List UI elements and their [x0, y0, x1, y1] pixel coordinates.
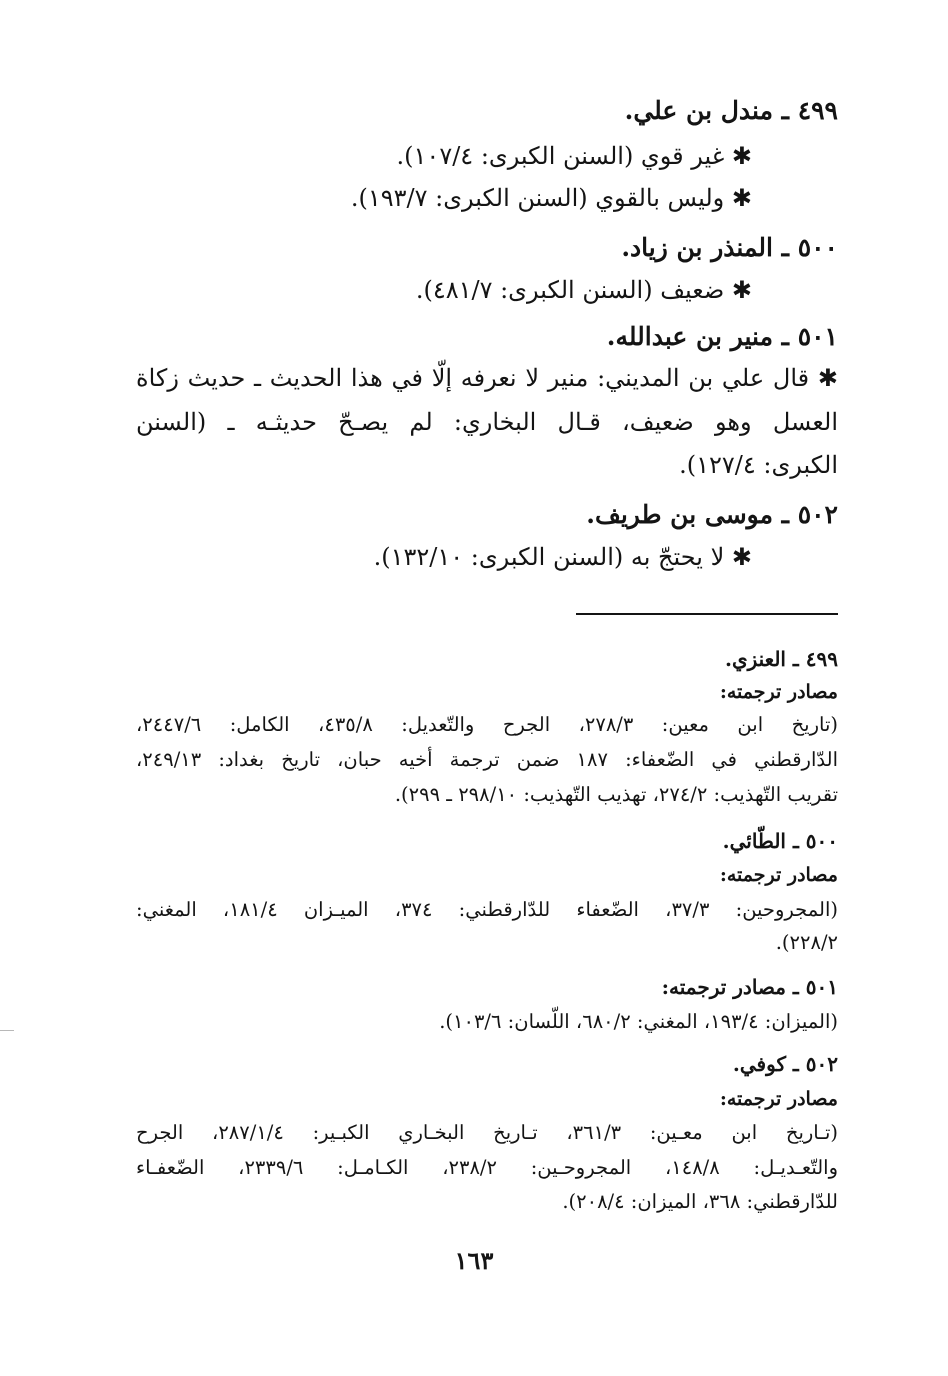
footnote-502-line-3: للدّارقطني: ٣٦٨، الميزان: ٢٠٨/٤).: [562, 1190, 838, 1213]
footnote-500-subheading: مصادر ترجمته:: [719, 864, 838, 886]
footnote-502-heading: ٥٠٢ ـ كوفي.: [732, 1052, 838, 1076]
entry-502-line-1: ✱ لا يحتجّ به (السنن الكبرى: ١٣٢/١٠).: [373, 543, 752, 571]
footnote-500-line-1: (المجروحين: ٣٧/٣، الضّعفاء للدّارقطني: ٣٧٤، الميـزان ١٨١/٤، المغني:: [136, 898, 838, 921]
entry-502-heading: ٥٠٢ ـ موسى بن طريف.: [586, 500, 838, 529]
footnote-divider: [576, 613, 838, 615]
page-number: ١٦٣: [454, 1246, 494, 1275]
footnote-500-heading: ٥٠٠ ـ الطّائي.: [722, 829, 838, 853]
entry-501-heading: ٥٠١ ـ منير بن عبدالله.: [606, 322, 838, 351]
footnote-499-line-3: تقريب التّهذيب: ٢٧٤/٢، تهذيب التّهذيب: ٢٩٨/١٠ ـ ٢٩٩).: [394, 783, 838, 806]
scan-edge-mark: [0, 1030, 14, 1031]
entry-499-line-2: ✱ وليس بالقوي (السنن الكبرى: ١٩٣/٧).: [350, 184, 752, 212]
footnote-499-subheading: مصادر ترجمته:: [719, 681, 838, 703]
footnote-499-line-2: الدّارقطني في الضّعفاء: ١٨٧ ضمن ترجمة أخيه حبان، تاريخ بغداد: ٢٤٩/١٣،: [136, 748, 838, 771]
entry-499-line-1: ✱ غير قوي (السنن الكبرى: ١٠٧/٤).: [396, 142, 752, 170]
entry-500-line-1: ✱ ضعيف (السنن الكبرى: ٤٨١/٧).: [415, 276, 752, 304]
footnote-500-line-2: ٢٢٨/٢).: [775, 931, 838, 954]
footnote-502-line-1: (تـاريخ ابن معـين: ٣٦١/٣، تـاريخ البخـاري الكبـير: ٢٨٧/١/٤، الجرح: [136, 1121, 838, 1144]
entry-500-heading: ٥٠٠ ـ المنذر بن زياد.: [621, 233, 838, 262]
footnote-502-subheading: مصادر ترجمته:: [719, 1088, 838, 1110]
entry-501-line-1: ✱ قال علي بن المديني: منير لا نعرفه إلّا في هذا الحديث ـ حديث زكاة: [136, 364, 838, 392]
footnote-499-line-1: (تاريخ ابن معين: ٢٧٨/٣، الجرح والتّعديل: ٤٣٥/٨، الكامل: ٢٤٤٧/٦،: [136, 713, 838, 736]
footnote-502-line-2: والتّعـديـل: ١٤٨/٨، المجروحـين: ٢٣٨/٢، الكـامـل: ٢٣٣٩/٦، الضّعفـاء: [136, 1156, 838, 1179]
footnote-501-heading: ٥٠١ ـ مصادر ترجمته:: [661, 975, 838, 999]
footnote-501-line-1: (الميزان: ١٩٣/٤، المغني: ٦٨٠/٢، اللّسان: ١٠٣/٦).: [439, 1010, 838, 1033]
footnote-499-heading: ٤٩٩ ـ العنزي.: [724, 647, 838, 671]
entry-501-line-3: الكبرى: ١٢٧/٤).: [679, 451, 838, 479]
entry-501-line-2: العسل وهو ضعيف، قـال البخاري: لم يصـحّ حديثـه ـ (السنن: [136, 408, 838, 436]
entry-499-heading: ٤٩٩ ـ مندل بن علي.: [624, 96, 838, 125]
